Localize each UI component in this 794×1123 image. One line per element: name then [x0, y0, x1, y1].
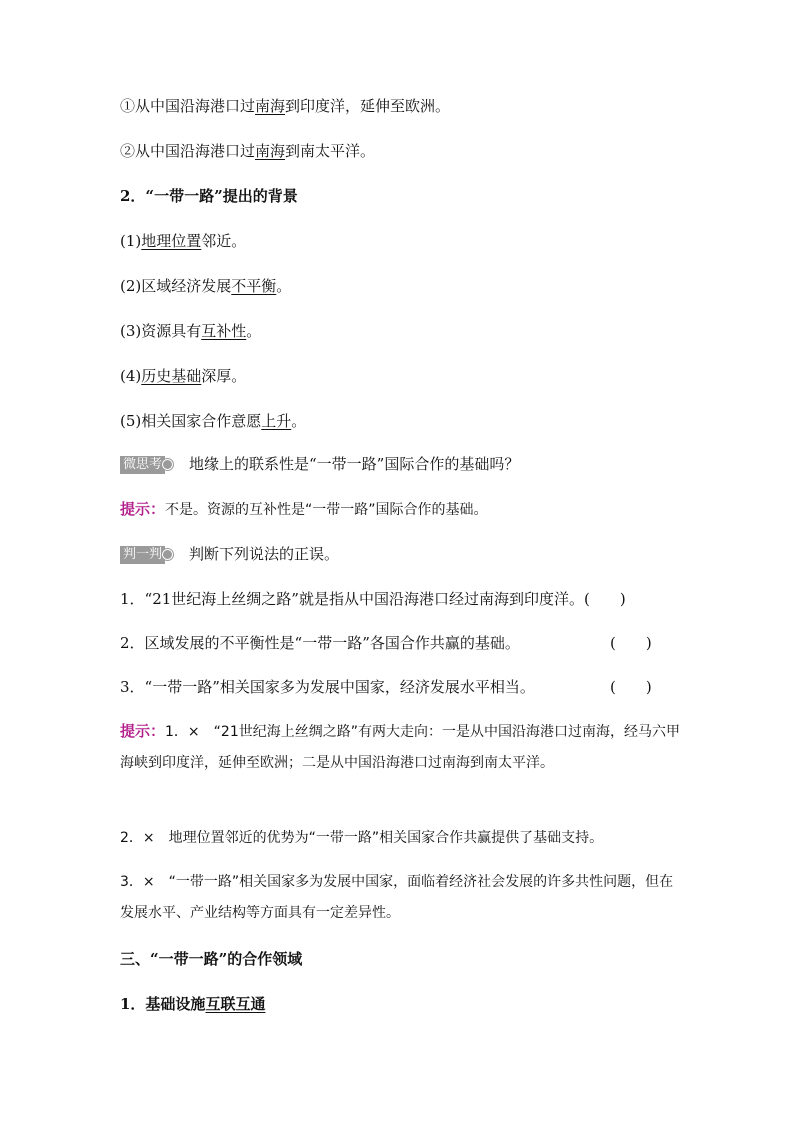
judge-badge: 判一判 — [120, 546, 165, 564]
text: ②从中国沿海港口过 — [120, 142, 256, 160]
text: (2)区域经济发展 — [120, 277, 232, 295]
text: (1) — [120, 232, 142, 250]
background-item-4 — [120, 366, 684, 386]
text: 深厚。 — [201, 367, 247, 385]
answer-text: 3．× “一带一路”相关国家多为发展中国家，面临着经济社会发展的许多共性问题，但在发展水平、产业结构等方面具有一定差异性。 — [120, 874, 674, 921]
sea-route-item-2 — [120, 141, 684, 161]
background-item-3 — [120, 321, 684, 341]
judge-instruction: 判断下列说法的正误。 — [189, 545, 340, 563]
think-question: 地缘上的联系性是“一带一路”国际合作的基础吗？ — [189, 455, 520, 473]
background-item-1 — [120, 231, 684, 251]
bullet-dot-icon — [162, 459, 173, 470]
text: 1．基础设施 — [120, 995, 206, 1013]
statement: 2．区域发展的不平衡性是“一带一路”各国合作共赢的基础。 — [120, 634, 520, 652]
judge-item-1 — [120, 589, 686, 609]
think-hint — [120, 499, 684, 520]
text: 。 — [276, 277, 292, 295]
text: 。 — [291, 412, 307, 430]
underlined-answer: 地理位置 — [141, 232, 202, 250]
text: ①从中国沿海港口过 — [120, 97, 256, 115]
statement: 1．“21世纪海上丝绸之路”就是指从中国沿海港口经过南海到印度洋。 — [120, 590, 584, 608]
underlined-answer: 上升 — [261, 412, 292, 430]
sea-route-item-1 — [120, 96, 684, 116]
judge-item-3 — [120, 677, 684, 697]
underlined-answer: 历史基础 — [141, 367, 202, 385]
text: 到印度洋，延伸至欧洲。 — [285, 97, 451, 115]
hint-label: 提示： — [120, 722, 166, 740]
statement: 3．“一带一路”相关国家多为发展中国家，经济发展水平相当。 — [120, 678, 535, 696]
background-heading: 2．“一带一路”提出的背景 — [120, 187, 298, 205]
background-item-2 — [120, 276, 684, 296]
underlined-answer: 南海 — [255, 142, 286, 160]
text: (4) — [120, 367, 142, 385]
section3-sub1 — [120, 994, 684, 1014]
text: 。 — [246, 322, 262, 340]
judge-item-2 — [120, 633, 684, 653]
section3-heading: 三、“一带一路”的合作领域 — [120, 950, 303, 968]
think-block — [120, 454, 684, 474]
judge-block — [120, 544, 684, 564]
text: (5)相关国家合作意愿 — [120, 412, 262, 430]
underlined-answer: 不平衡 — [231, 277, 277, 295]
underlined-answer: 互补性 — [201, 322, 247, 340]
underlined-answer: 互联互通 — [205, 995, 266, 1013]
judge-answer-1 — [120, 716, 684, 778]
answer-blank[interactable]: ( ) — [610, 634, 652, 652]
text: 邻近。 — [201, 232, 247, 250]
answer-text: 2．× 地理位置邻近的优势为“一带一路”相关国家合作共赢提供了基础支持。 — [120, 830, 604, 846]
text: (3)资源具有 — [120, 322, 202, 340]
text: 到南太平洋。 — [285, 142, 376, 160]
underlined-answer: 南海 — [255, 97, 286, 115]
hint-label: 提示： — [120, 500, 166, 518]
answer-text: 1．× “21世纪海上丝绸之路”有两大走向：一是从中国沿海港口过南海，经马六甲海峡到印度洋，延伸至欧洲；二是从中国沿海港口过南海到南太平洋。 — [120, 724, 680, 771]
answer-blank[interactable]: ( ) — [583, 590, 626, 608]
background-item-5 — [120, 411, 684, 431]
hint-text: 不是。资源的互补性是“一带一路”国际合作的基础。 — [165, 502, 488, 518]
think-badge: 微思考 — [120, 456, 165, 474]
judge-answer-2 — [120, 827, 684, 848]
bullet-dot-icon — [162, 549, 173, 560]
answer-blank[interactable]: ( ) — [610, 678, 652, 696]
judge-answer-3 — [120, 866, 684, 928]
